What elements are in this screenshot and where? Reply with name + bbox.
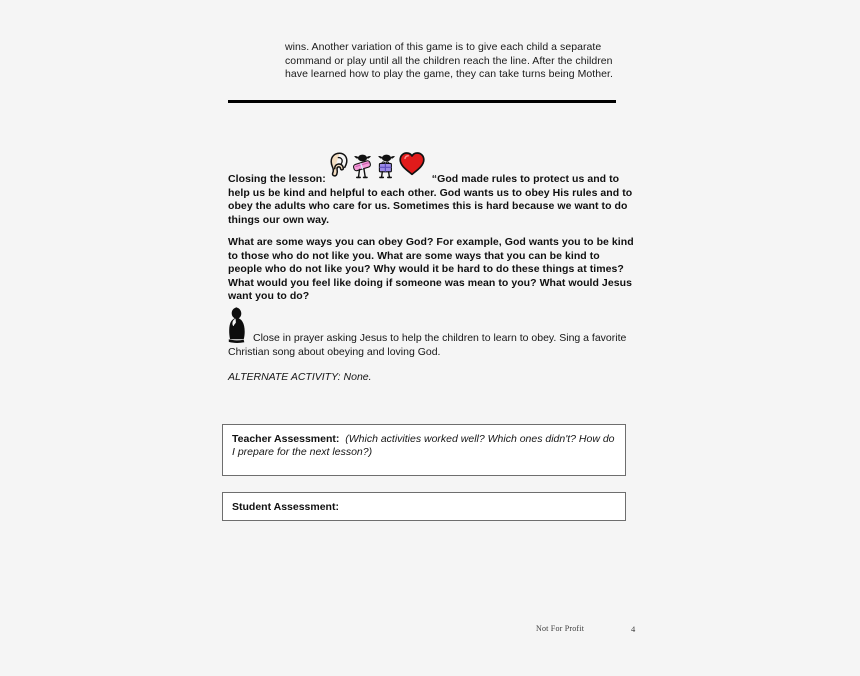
alternate-activity-line: ALTERNATE ACTIVITY: None. <box>228 371 372 383</box>
teacher-assessment-hint: (Which activities worked well? Which ones didn't? How do I prepare for the next lesson?) <box>232 433 615 459</box>
closing-the-lesson-label: Closing the lesson: <box>228 173 326 185</box>
ear-icon <box>328 152 348 178</box>
section-divider <box>228 100 616 103</box>
child-with-purple-gift-icon <box>374 154 398 179</box>
discussion-questions-paragraph: What are some ways you can obey God? For example, God wants you to be kind to those who do not like you. What are some ways that you can be kind to people who do not like you? Why would it be hard to do these things at times? What would you feel like doing if someone was mean to you? What would Jesus want you to do? <box>228 236 634 303</box>
child-with-pink-gift-icon <box>350 154 374 179</box>
teacher-assessment-box[interactable] <box>222 424 626 476</box>
teacher-assessment-label: Teacher Assessment: <box>232 433 340 445</box>
intro-paragraph: wins. Another variation of this game is to give each child a separate command or play until all the children reach the line. After the children have learned how to play the game, they can take turns being Mother. <box>285 41 613 81</box>
teacher-assessment-line <box>232 433 615 460</box>
closing-the-lesson-quote: “God made rules to protect us and to help us be kind and helpful to each other. God wants us to obey His rules and to obey the adults who care for us. Sometimes this is hard because we want to do things our own way. <box>228 173 633 226</box>
student-assessment-label: Student Assessment: <box>232 501 339 513</box>
closing-the-lesson-block <box>228 170 634 227</box>
closing-clipart-strip <box>328 170 432 182</box>
heart-icon <box>398 151 426 176</box>
student-assessment-box[interactable] <box>222 492 626 521</box>
page-number: 4 <box>631 624 636 634</box>
page-footer <box>536 624 646 633</box>
prayer-block <box>228 306 628 359</box>
student-assessment-line <box>232 501 615 514</box>
praying-child-icon <box>228 306 252 344</box>
closing-the-lesson-paragraph <box>228 170 634 227</box>
footer-note: Not For Profit <box>536 624 585 633</box>
prayer-text: Close in prayer asking Jesus to help the children to learn to obey. Sing a favorite Christian song about obeying and loving God. <box>228 332 627 358</box>
